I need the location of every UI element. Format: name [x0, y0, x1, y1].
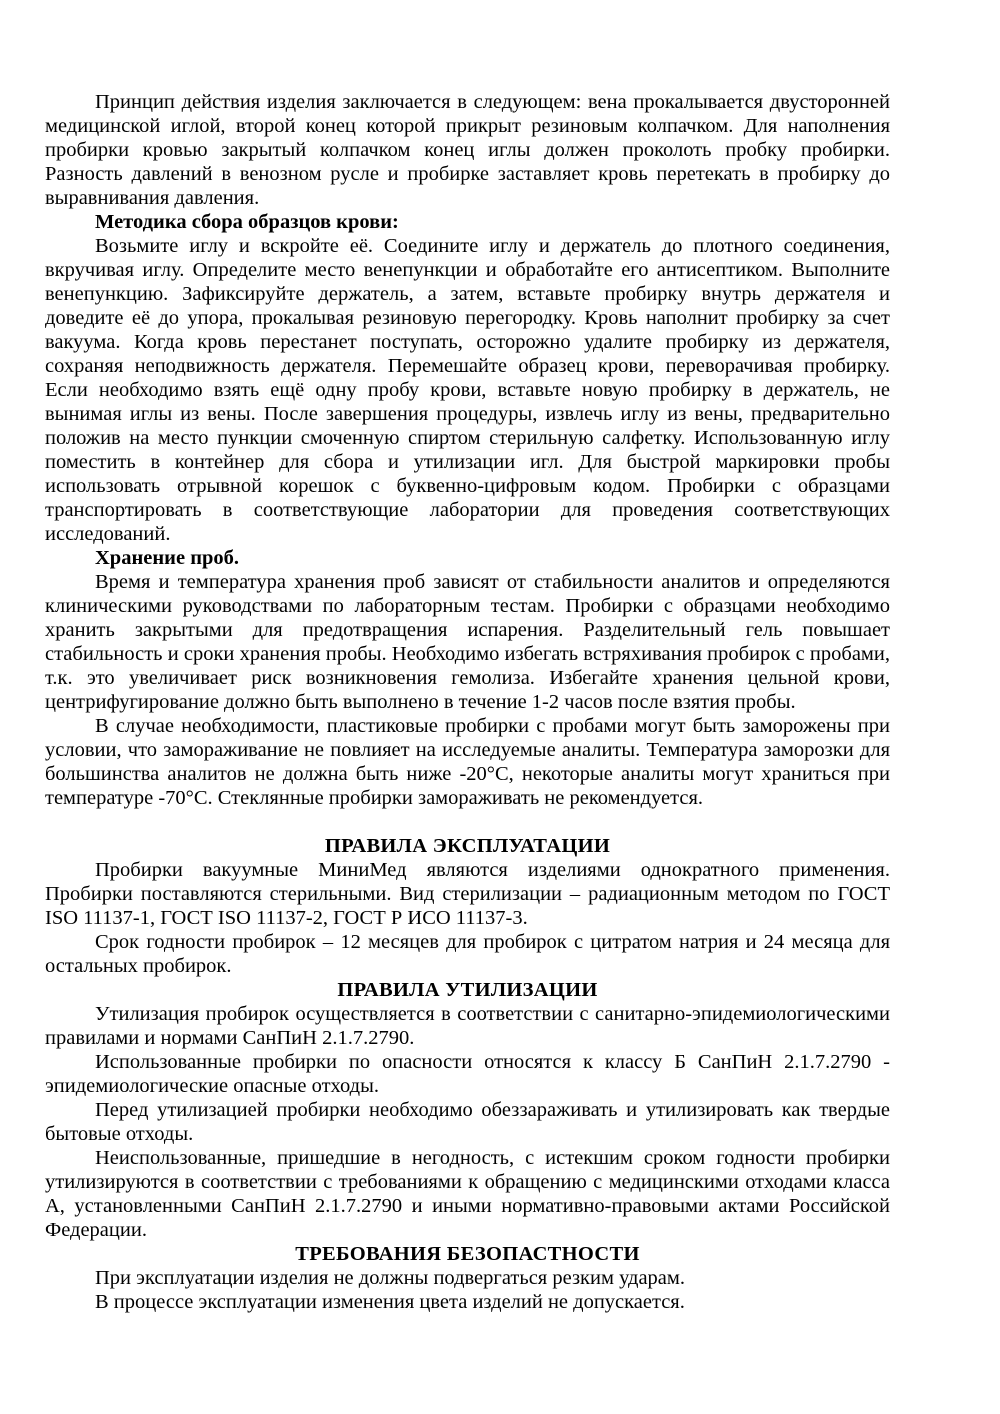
para-no-color-change: В процессе эксплуатации изменения цвета изделий не допускается. — [95, 1291, 685, 1313]
para-disinfection-before-disposal: Перед утилизацией пробирки необходимо обеззараживать и утилизировать как твердые бытовые отходы. — [45, 1099, 890, 1145]
para-used-tubes-class-b: Использованные пробирки по опасности относятся к классу Б СанПиН 2.1.7.2790 - эпидемиологические опасные отходы. — [45, 1051, 890, 1097]
para-operating-principle: Принцип действия изделия заключается в следующем: вена прокалывается двусторонней медицинской иглой, второй конец которой прикрыт резиновым колпачком. Для наполнения пробирки кровью закрытый колпачком конец иглы должен проколоть пробку пробирки. Разность давлений в венозном русле и пробирке заставляет кровь перетекать в пробирку до выравнивания давления. — [45, 91, 890, 209]
para-shelf-life: Срок годности пробирок – 12 месяцев для пробирок с цитратом натрия и 24 месяца для остальных пробирок. — [45, 931, 890, 977]
para-blood-sampling-procedure: Возьмите иглу и вскройте её. Соедините иглу и держатель до плотного соединения, вкручивая иглу. Определите место венепункции и обработайте его антисептиком. Выполните венепункцию. Зафиксируйте держатель, а затем, вставьте пробирку внутрь держателя и доведите её до упора, прокалывая резиновую перегородку. Кровь наполнит пробирку за счет вакуума. Когда кровь перестанет поступать, осторожно удалите пробирку из держателя, сохраняя неподвижность держателя. Перемешайте образец крови, переворачивая пробирку. Если необходимо взять ещё одну пробу крови, вставьте новую пробирку в держатель, не вынимая иглы из вены. После завершения процедуры, извлечь иглу из вены, предварительно положив на место пункции смоченную спиртом стерильную салфетку. Использованную иглу поместить в контейнер для сбора и утилизации игл. Для быстрой маркировки пробы использовать отрывной корешок с буквенно-цифровым кодом. Пробирки с образцами транспортировать в соответствующие лаборатории для проведения соответствующих исследований. — [45, 235, 890, 545]
subheading-sample-storage: Хранение проб. — [95, 547, 240, 569]
para-disposal-sanpin: Утилизация пробирок осуществляется в соответствии с санитарно-эпидемиологическими правилами и нормами СанПиН 2.1.7.2790. — [45, 1003, 890, 1049]
para-unused-tubes-disposal: Неиспользованные, пришедшие в негодность, с истекшим сроком годности пробирки утилизируются в соответствии с требованиями к обращению с медицинскими отходами класса А, установленными СанПиН 2.1.7.2790 и иными нормативно-правовыми актами Российской Федерации. — [45, 1147, 890, 1241]
heading-disposal-rules: ПРАВИЛА УТИЛИЗАЦИИ — [337, 979, 598, 1001]
para-no-sharp-impacts: При эксплуатации изделия не должны подвергаться резким ударам. — [95, 1267, 686, 1289]
subheading-blood-sampling-method: Методика сбора образцов крови: — [95, 211, 399, 233]
heading-safety-requirements: ТРЕБОВАНИЯ БЕЗОПАСТНОСТИ — [295, 1243, 640, 1265]
heading-operation-rules: ПРАВИЛА ЭКСПЛУАТАЦИИ — [324, 835, 611, 857]
para-single-use-sterilization: Пробирки вакуумные МиниМед являются изделиями однократного применения. Пробирки поставляются стерильными. Вид стерилизации – радиационным методом по ГОСТ ISO 11137-1, ГОСТ ISO 11137-2, ГОСТ Р ИСО 11137-3. — [45, 859, 890, 929]
para-storage-conditions: Время и температура хранения проб зависят от стабильности аналитов и определяются клиническими руководствами по лабораторным тестам. Пробирки с образцами необходимо хранить закрытыми для предотвращения испарения. Разделительный гель повышает стабильность и сроки хранения пробы. Необходимо избегать встряхивания пробирок с пробами, т.к. это увеличивает риск возникновения гемолиза. Избегайте хранения цельной крови, центрифугирование должно быть выполнено в течение 1-2 часов после взятия пробы. — [45, 571, 890, 713]
para-freezing-conditions: В случае необходимости, пластиковые пробирки с пробами могут быть заморожены при условии, что замораживание не повлияет на исследуемые аналиты. Температура заморозки для большинства аналитов не должна быть ниже -20°С, некоторые аналиты могут храниться при температуре -70°С. Стеклянные пробирки замораживать не рекомендуется. — [45, 715, 890, 809]
